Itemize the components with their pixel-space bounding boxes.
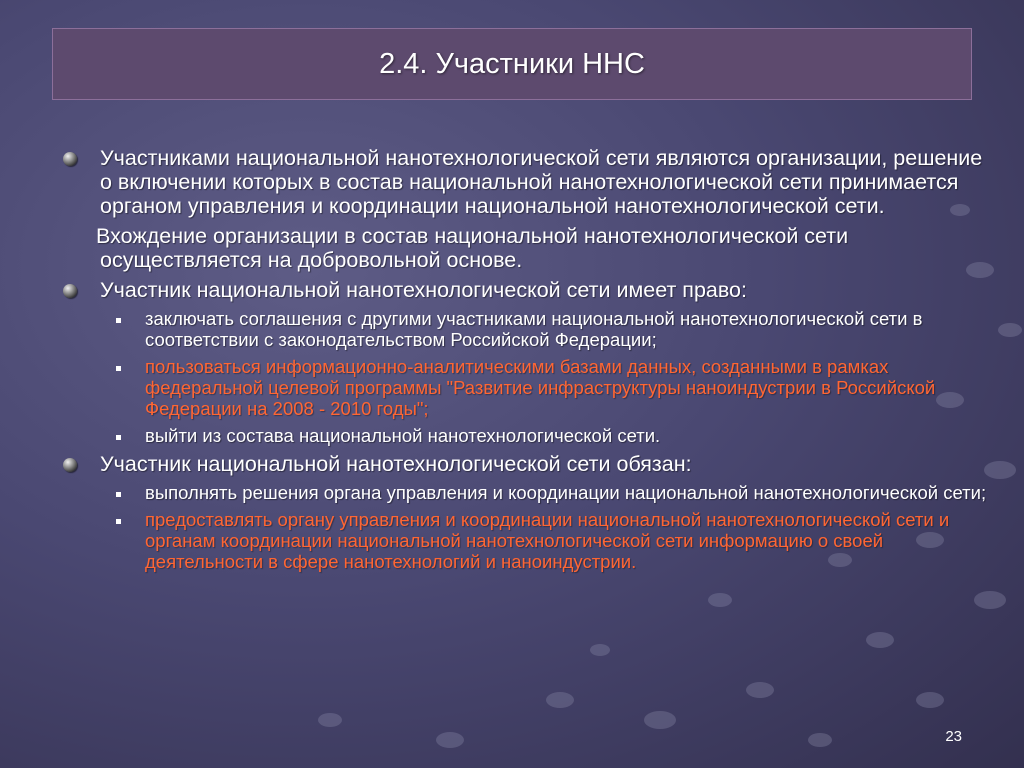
right-text: пользоваться информационно-аналитическими базами данных, созданными в рамках федеральной целевой программы "Развитие инфраструктуры наноиндустрии в Российской Федерации на 2008 - 2010 годы"; — [145, 356, 936, 419]
sphere-bullet-icon — [63, 284, 77, 298]
duty-text: выполнять решения органа управления и координации национальной нанотехнологической сети; — [145, 482, 987, 503]
slide-content — [60, 146, 990, 578]
square-bullet-icon — [116, 318, 121, 323]
bullet-text: Участник национальной нанотехнологической сети имеет право: — [100, 278, 747, 302]
duty-item — [60, 482, 990, 503]
right-item-highlighted — [60, 356, 990, 419]
page-number: 23 — [945, 728, 962, 745]
slide-title: 2.4. Участники ННС — [379, 47, 645, 80]
bullet-text: Участниками национальной нанотехнологической сети являются организации, решение о включении которых в состав национальной нанотехнологической сети принимается органом управления и координации национальной нанотехнологической сети. — [100, 146, 983, 218]
right-item — [60, 425, 990, 446]
square-bullet-icon — [116, 366, 121, 371]
bullet-participants — [60, 146, 990, 218]
duty-text: предоставлять органу управления и координации национальной нанотехнологической сети и органам координации национальной нанотехнологической сети информацию о своей деятельности в сфере нанотехнологий и наноиндустрии. — [145, 509, 950, 572]
bullet-rights — [60, 278, 990, 302]
paragraph-voluntary: Вхождение организации в состав национальной нанотехнологической сети осуществляется на добровольной основе. — [96, 224, 849, 272]
right-text: заключать соглашения с другими участниками национальной нанотехнологической сети в соответствии с законодательством Российской Федерации; — [145, 308, 923, 350]
sphere-bullet-icon — [63, 458, 77, 472]
right-text: выйти из состава национальной нанотехнологической сети. — [145, 425, 661, 446]
right-item — [60, 308, 990, 350]
square-bullet-icon — [116, 519, 121, 524]
sphere-bullet-icon — [63, 152, 77, 166]
bullet-duties — [60, 452, 990, 476]
bullet-text: Участник национальной нанотехнологической сети обязан: — [100, 452, 692, 476]
square-bullet-icon — [116, 492, 121, 497]
title-bar — [52, 28, 972, 100]
square-bullet-icon — [116, 435, 121, 440]
duty-item-highlighted — [60, 509, 990, 572]
